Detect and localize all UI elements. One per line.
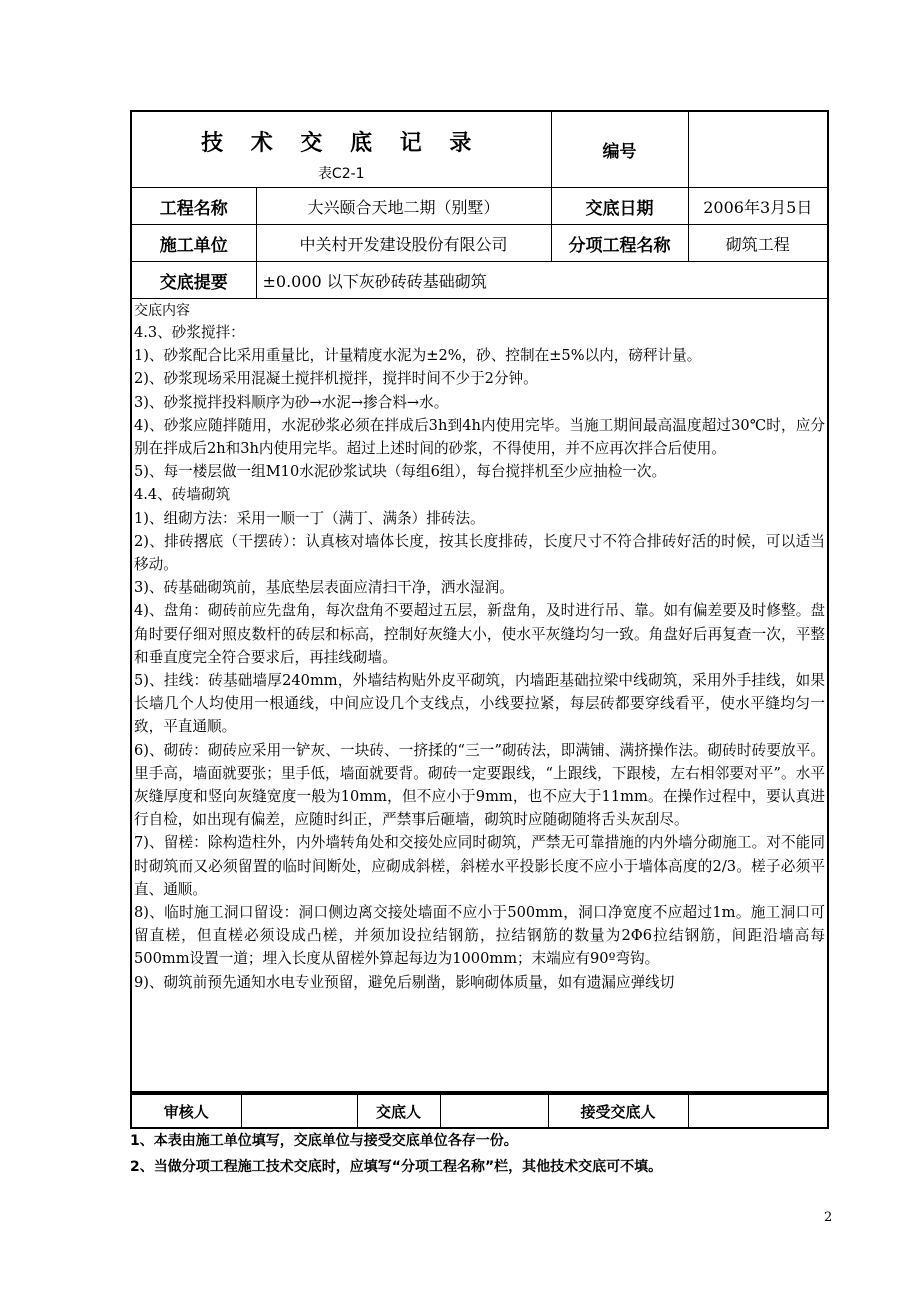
- date-value[interactable]: 2006年3月5日: [688, 188, 828, 225]
- content-paragraph: 4.4、砖墙砌筑: [134, 486, 231, 504]
- contractor-label: 施工单位: [131, 225, 256, 262]
- content-paragraph: 2)、砂浆现场采用混凝土搅拌机搅拌，搅拌时间不少于2分钟。: [134, 370, 538, 388]
- content-paragraph: 6)、砌砖：砌砖应采用一铲灰、一块砖、一挤揉的“三一”砌砖法，即满铺、满挤操作法。砌砖时砖要放平。里手高，墙面就要张；里手低，墙面就要背。砌砖一定要跟线，“上跟线，下跟棱，左右相邻要对平”。水平灰缝厚度和竖向灰缝宽度一般为10mm，但不应小于9mm，也不应大于11mm。在操作过程中，要认真进行自检，如出现有偏差，应随时纠正，严禁事后砸墙，砌筑时应随砌随将舌头灰刮尽。: [134, 741, 826, 829]
- project-name-label: 工程名称: [131, 188, 256, 225]
- reviewer-field[interactable]: [241, 1094, 357, 1128]
- content-paragraph: 4)、砂浆应随拌随用，水泥砂浆必须在拌成后3h到4h内使用完毕。当施工期间最高温度超过30℃时，应分别在拌成后2h和3h内使用完毕。超过上述时间的砂浆，不得使用，并不应再次拌合后使用。: [134, 416, 826, 458]
- content-paragraph: 4.3、砂浆搅拌：: [134, 324, 245, 341]
- note-item: 1、本表由施工单位填写，交底单位与接受交底单位各存一份。: [130, 1133, 518, 1149]
- date-label: 交底日期: [551, 188, 688, 225]
- subproject-value[interactable]: 砌筑工程: [688, 225, 828, 262]
- form-code: 表C2-1: [317, 166, 365, 182]
- receiver-field[interactable]: [688, 1094, 828, 1128]
- form-header: [131, 111, 551, 188]
- reviewer-label: 审核人: [131, 1094, 241, 1128]
- content-paragraph: 5)、挂线：砖基础墙厚240mm，外墙结构贴外皮平砌筑，内墙距基础拉梁中线砌筑，采用外手挂线，如果长墙几个人均使用一根通线，中间应设几个支线点，小线要拉紧，每层砖都要穿线看平，使水平缝均匀一致，平直通顺。: [134, 672, 826, 736]
- form-notes: [130, 1128, 830, 1180]
- disclosure-content: [131, 299, 828, 1093]
- content-paragraph: 7)、留槎：除构造柱外，内外墙转角处和交接处应同时砌筑，严禁无可靠措施的内外墙分砌施工。对不能同时砌筑而又必须留置的临时间断处，应砌成斜槎，斜槎水平投影长度不应小于墙体高度的2/3。槎子必须平直、通顺。: [134, 834, 826, 898]
- form-table: [130, 110, 829, 1093]
- signature-table: [130, 1093, 829, 1129]
- summary-value[interactable]: ±0.000 以下灰砂砖砖基础砌筑: [256, 262, 828, 299]
- note-item: 2、当做分项工程施工技术交底时，应填写“分项工程名称”栏，其他技术交底可不填。: [130, 1159, 663, 1175]
- content-paragraph: 5)、每一楼层做一组M10水泥砂浆试块（每组6组），每台搅拌机至少应抽检一次。: [134, 463, 667, 481]
- project-name-value[interactable]: 大兴颐合天地二期（别墅）: [256, 188, 551, 225]
- contractor-value[interactable]: 中关村开发建设股份有限公司: [256, 225, 551, 262]
- discloser-label: 交底人: [357, 1094, 440, 1128]
- summary-label: 交底提要: [131, 262, 256, 299]
- number-value[interactable]: [688, 111, 828, 188]
- content-paragraph: 8)、临时施工洞口留设：洞口侧边离交接处墙面不应小于500mm，洞口净宽度不应超过1m。施工洞口可留直槎，但直槎必须设成凸槎，并须加设拉结钢筋，拉结钢筋的数量为2Φ6拉结钢筋，间距沿墙高每500mm设置一道；埋入长度从留槎外算起每边为1000mm；末端应有90º弯钩。: [134, 904, 826, 968]
- number-label: 编号: [551, 111, 688, 188]
- content-paragraph: 1)、组砌方法：采用一顺一丁（满丁、满条）排砖法。: [134, 509, 485, 527]
- receiver-label: 接受交底人: [548, 1094, 688, 1128]
- content-paragraph: 9)、砌筑前预先通知水电专业预留，避免后剔凿，影响砌体质量，如有遗漏应弹线切: [134, 973, 675, 991]
- content-paragraph: 3)、砖基础砌筑前，基底垫层表面应清扫干净，洒水湿润。: [134, 579, 514, 597]
- page-number: 2: [824, 1210, 833, 1225]
- disclosure-form: [130, 110, 827, 1129]
- content-caption: 交底内容: [134, 303, 190, 319]
- discloser-field[interactable]: [440, 1094, 548, 1128]
- content-paragraph: 1)、砂浆配合比采用重量比，计量精度水泥为±2%，砂、控制在±5%以内，磅秤计量。: [134, 347, 702, 365]
- form-title: 技 术 交 底 记 录: [201, 131, 482, 156]
- subproject-label: 分项工程名称: [551, 225, 688, 262]
- content-paragraph: 4)、盘角：砌砖前应先盘角，每次盘角不要超过五层，新盘角，及时进行吊、靠。如有偏差要及时修整。盘角时要仔细对照皮数杆的砖层和标高，控制好灰缝大小，使水平灰缝均匀一致。角盘好后再复查一次，平整和垂直度完全符合要求后，再挂线砌墙。: [134, 602, 826, 666]
- content-paragraph: 2)、排砖撂底（干摆砖）：认真核对墙体长度，按其长度排砖，长度尺寸不符合排砖好活的时候，可以适当移动。: [134, 532, 826, 574]
- content-paragraph: 3)、砂浆搅拌投料顺序为砂→水泥→掺合料→水。: [134, 393, 449, 411]
